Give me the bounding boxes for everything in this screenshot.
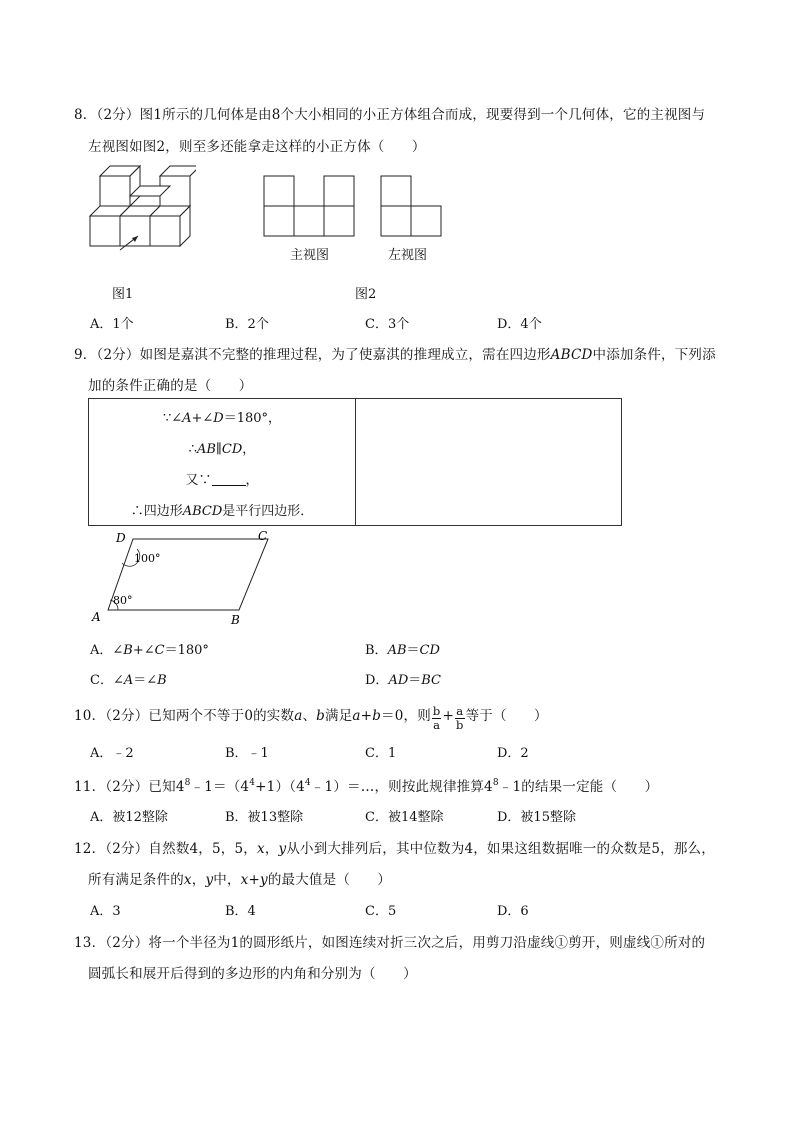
text: + [442,708,454,724]
q10-option-d[interactable]: D．2 [497,746,529,761]
text: ∴ [188,442,197,457]
text: 中， [213,872,241,888]
q8-fig2-caption: 图2 [355,287,377,302]
var: B [157,673,167,688]
q8-option-c[interactable]: C．3个 [365,317,410,332]
q12-stem-line1 [74,837,715,857]
q13-stem-line2: 圆弧长和展开后得到的多边形的内角和分别为（ ） [88,966,417,982]
var: a [352,708,361,724]
var: ABCD [182,504,223,519]
q8-front-view-label: 主视图 [290,248,330,263]
text: 、 [302,708,317,724]
text: +∠ [132,643,155,658]
text: ＝ [408,673,422,688]
q11-option-b[interactable]: B．被13整除 [225,810,304,825]
q8-option-d[interactable]: D．4个 [497,317,542,332]
q9-stem-text: 中添加条件，下列添 [592,347,716,363]
q10-stem [74,704,548,732]
q9-reasoning-row2 [89,438,355,457]
text: ﹣1的结果一定能（ ） [498,779,659,795]
q11-option-c[interactable]: C．被14整除 [365,810,444,825]
q9-stem-var: ABCD [550,347,593,363]
q10-option-b[interactable]: B．﹣1 [225,746,269,761]
q9-parallelogram-figure [86,528,286,628]
exponent: 8 [492,778,499,788]
q9-stem-line2: 加的条件正确的是（ ） [88,378,253,394]
q9-option-b[interactable] [365,639,440,658]
text: ＝180° [164,643,209,658]
text: ＝0，则 [381,708,431,724]
vertex-c-label: C [258,529,268,543]
vertex-d-label: D [116,531,126,545]
text: +1）（4 [255,779,305,795]
exponent: 4 [304,778,311,788]
q9-reasoning-row3 [89,469,355,488]
text: ﹣1）＝…，则按此规律推算4 [310,779,493,795]
q9-reasoning-row1 [89,407,355,426]
fraction-b-over-a [432,705,442,732]
var: y [205,872,214,888]
text: ， [264,841,279,857]
q8-option-a[interactable]: A．1个 [90,317,134,332]
text: 又∵ [185,473,212,488]
q10-option-c[interactable]: C．1 [365,746,397,761]
q8-fig1-caption: 图1 [112,287,134,302]
text: 所有满足条件的 [88,872,184,888]
text: D． [365,673,389,688]
q10-option-a[interactable]: A．﹣2 [90,746,134,761]
var: AD [388,673,409,688]
q9-option-a[interactable] [90,639,209,658]
text: 12．（2分）自然数4，5，5， [74,841,257,857]
q11-stem [74,775,658,795]
denominator: a [433,718,441,732]
q9-option-d[interactable] [365,669,441,688]
text: ＝ [406,643,420,658]
var: b [372,708,382,724]
text: + [360,708,373,724]
text: C．∠ [90,673,124,688]
text: ， [245,473,259,488]
text: +∠ [191,411,214,426]
text: ＝180°， [223,411,282,426]
text: ＝∠ [133,673,158,688]
exponent: 8 [184,778,191,788]
q9-stem-line1 [74,343,716,363]
text: ∴四边形 [130,504,183,519]
text: ∵∠ [162,411,183,426]
var: a [294,708,303,724]
q13-stem-line1: 13．（2分）将一个半径为1的圆形纸片，如图连续对折三次之后，用剪刀沿虚线①剪开，则虚线①所对的 [74,935,706,951]
numerator: a [456,704,464,718]
numerator: b [432,704,441,718]
q11-option-a[interactable]: A．被12整除 [90,810,168,825]
fraction-a-over-b [455,705,465,732]
angle-d-label: 100° [134,552,161,565]
var: A [182,411,192,426]
q8-option-b[interactable]: B．2个 [225,317,269,332]
var: x+y [240,872,268,888]
vertex-a-label: A [92,610,101,624]
var: AB [387,643,407,658]
text: 11．（2分）已知4 [74,779,185,795]
q9-reasoning-table [88,398,622,526]
text: 等于（ ） [465,708,548,724]
var: A [123,673,134,688]
q11-option-d[interactable]: D．被15整除 [497,810,576,825]
var: BC [421,673,442,688]
var: x [183,872,192,888]
var: b [316,708,326,724]
denominator: b [456,718,464,732]
var: C [154,643,165,658]
text: B． [365,643,388,658]
var: CD [221,442,243,457]
var: CD [419,643,440,658]
text: ﹣1＝（4 [190,779,250,795]
text: ， [191,872,206,888]
q8-figure1-solid [86,160,196,260]
text: 是平行四边形． [222,504,314,519]
exponent: 4 [249,778,256,788]
var: B [123,643,133,658]
text: 从小到大排列后，其中位数为4，如果这组数据唯一的众数是5，那么， [286,841,715,857]
var: D [213,411,224,426]
text: 的最大值是（ ） [267,872,392,888]
q8-stem-line2: 左视图如图2，则至多还能拿走这样的小正方体（ ） [88,139,426,155]
text: A．∠ [90,643,124,658]
q9-option-c[interactable] [90,669,167,688]
q8-left-view-label: 左视图 [388,248,428,263]
text: ∥ [215,442,222,457]
var: y [278,841,287,857]
q9-table-divider [355,399,356,525]
text: ， [242,442,256,457]
q9-stem-text: 9．（2分）如图是嘉淇不完整的推理过程，为了使嘉淇的推理成立，需在四边形 [74,347,551,363]
var: AB [196,442,216,457]
q12-option-d[interactable]: D．6 [497,904,529,919]
q12-stem-line2 [88,868,391,888]
q8-stem-line1: 8．（2分）图1所示的几何体是由8个大小相同的小正方体组合而成，现要得到一个几何体，它的主视图与 [74,107,706,123]
q8-front-view [263,175,355,237]
q12-option-a[interactable]: A．3 [90,904,121,919]
q8-left-view [380,175,442,237]
var: x [256,841,265,857]
text: 10．（2分）已知两个不等于0的实数 [74,708,295,724]
text: 满足 [325,708,353,724]
angle-a-label: 80° [113,594,133,607]
vertex-b-label: B [231,613,240,627]
q9-blank[interactable] [212,473,246,486]
q9-reasoning-row4 [89,500,355,519]
q12-option-c[interactable]: C．5 [365,904,397,919]
q12-option-b[interactable]: B．4 [225,904,256,919]
